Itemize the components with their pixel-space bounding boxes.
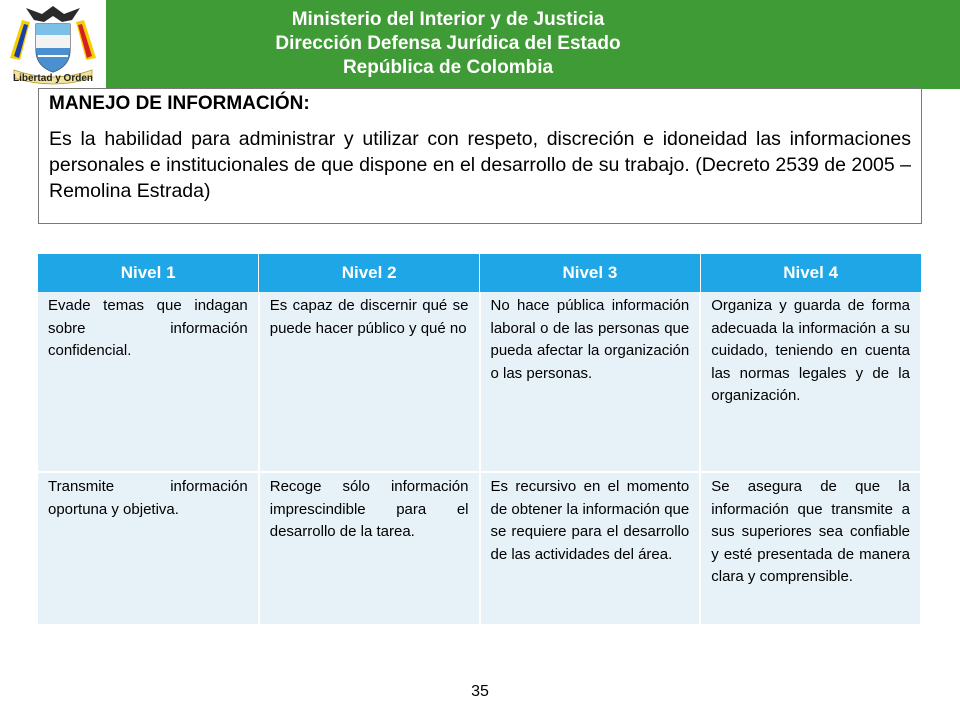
- column-header-nivel-4: Nivel 4: [700, 254, 921, 292]
- table-cell: Evade temas que indagan sobre información confidencial.: [38, 292, 259, 472]
- column-header-nivel-2: Nivel 2: [259, 254, 480, 292]
- table-header-row: [38, 254, 921, 292]
- table-cell: Se asegura de que la información que transmite a sus superiores sea confiable y esté presentada de manera clara y comprensible.: [700, 472, 921, 624]
- table-row: [38, 472, 921, 624]
- table-cell: No hace pública información laboral o de las personas que pueda afectar la organización o las personas.: [480, 292, 701, 472]
- table-cell: Es recursivo en el momento de obtener la información que se requiere para el desarrollo de las actividades del área.: [480, 472, 701, 624]
- header-ministry: Ministerio del Interior y de Justicia: [291, 9, 605, 30]
- logo-motto: Libertad y Orden: [12, 73, 93, 84]
- definition-title: MANEJO DE INFORMACIÓN:: [49, 93, 310, 114]
- header-directorate: Dirección Defensa Jurídica del Estado: [275, 33, 621, 54]
- column-header-nivel-3: Nivel 3: [480, 254, 701, 292]
- column-header-nivel-1: Nivel 1: [38, 254, 259, 292]
- definition-body: Es la habilidad para administrar y utilizar con respeto, discreción e idoneidad las informaciones personales e institucionales de que dispone en el desarrollo de su trabajo. (Decreto 2539 de 2005 – Remolina Estrada): [49, 128, 911, 202]
- table-cell: Transmite información oportuna y objetiva.: [38, 472, 259, 624]
- definition-box: [38, 88, 922, 224]
- header-banner: [106, 0, 960, 89]
- table-cell: Es capaz de discernir qué se puede hacer público y qué no: [259, 292, 480, 472]
- competency-levels-table: [38, 254, 922, 624]
- table-row: [38, 292, 921, 472]
- header-country: República de Colombia: [342, 57, 554, 78]
- table-cell: Recoge sólo información imprescindible para el desarrollo de la tarea.: [259, 472, 480, 624]
- page-number: 35: [471, 683, 489, 700]
- table-cell: Organiza y guarda de forma adecuada la información a su cuidado, teniendo en cuenta las normas legales y de la organización.: [700, 292, 921, 472]
- coat-of-arms-logo: [0, 0, 106, 92]
